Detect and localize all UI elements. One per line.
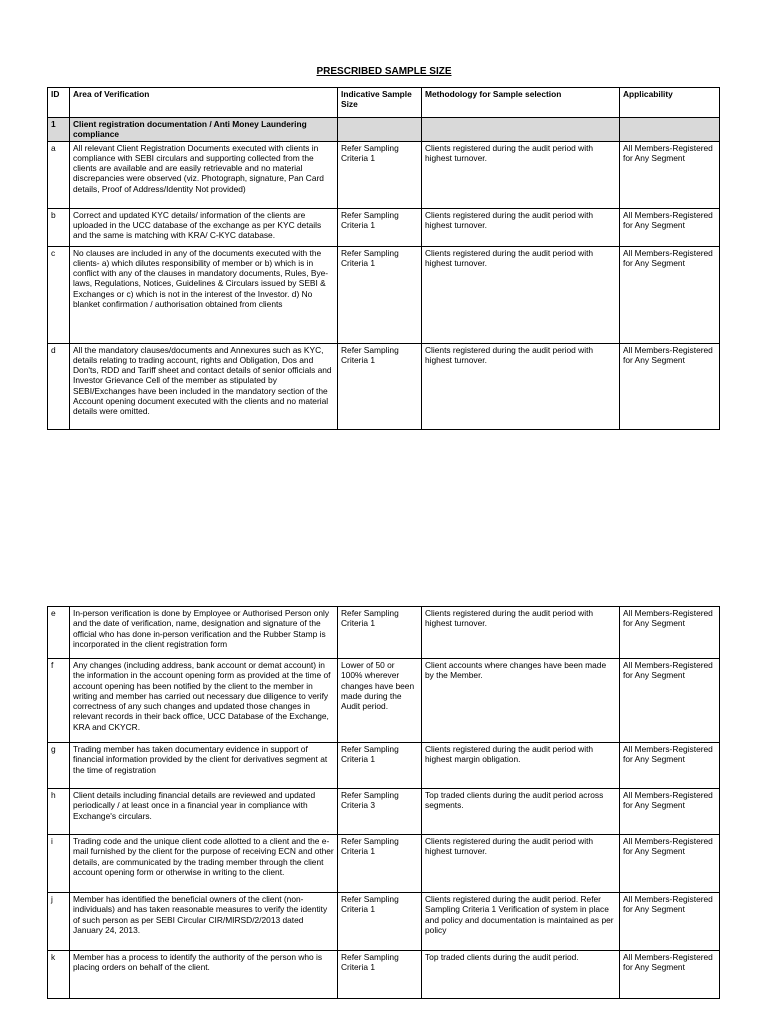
row-methodology: Top traded clients during the audit period.: [422, 951, 620, 999]
row-sample-size: Lower of 50 or 100% wherever changes have been made during the Audit period.: [338, 659, 422, 743]
row-applicability: All Members-Registered for Any Segment: [620, 141, 720, 208]
row-id: b: [48, 208, 70, 246]
table-row: [48, 789, 720, 835]
row-methodology: Clients registered during the audit period with highest turnover.: [422, 208, 620, 246]
row-area: Client details including financial details are reviewed and updated periodically / at least once in a financial year in compliance with Exchange's circulars.: [70, 789, 338, 835]
sample-size-table-continued: [47, 606, 720, 999]
header-applicability: Applicability: [620, 88, 720, 118]
table-row: [48, 141, 720, 208]
row-sample-size: Refer Sampling Criteria 1: [338, 246, 422, 343]
row-id: c: [48, 246, 70, 343]
row-area: All the mandatory clauses/documents and Annexures such as KYC, details relating to trading account, rights and Obligation, Dos and Don'ts, RDD and Tariff sheet and contact details of senior officials and Investor Grievance Cell of the member as stipulated by SEBI/Exchanges have been included in the mandatory section of the Account opening document executed with the clients and no material details were omitted.: [70, 343, 338, 429]
row-methodology: Client accounts where changes have been made by the Member.: [422, 659, 620, 743]
table-row: [48, 208, 720, 246]
row-area: Correct and updated KYC details/ information of the clients are uploaded in the UCC database of the exchange as per KYC details and the same is matching with KRA/ C-KYC database.: [70, 208, 338, 246]
row-applicability: All Members-Registered for Any Segment: [620, 343, 720, 429]
row-applicability: All Members-Registered for Any Segment: [620, 835, 720, 893]
table-row: [48, 659, 720, 743]
page-title: PRESCRIBED SAMPLE SIZE: [316, 66, 452, 77]
row-applicability: All Members-Registered for Any Segment: [620, 893, 720, 951]
row-id: h: [48, 789, 70, 835]
row-methodology: Clients registered during the audit period with highest turnover.: [422, 141, 620, 208]
table-row: [48, 743, 720, 789]
row-methodology: Clients registered during the audit period with highest margin obligation.: [422, 743, 620, 789]
row-methodology: Clients registered during the audit period with highest turnover.: [422, 246, 620, 343]
table-row: [48, 835, 720, 893]
table-row: [48, 951, 720, 999]
row-sample-size: Refer Sampling Criteria 3: [338, 789, 422, 835]
row-sample-size: Refer Sampling Criteria 1: [338, 743, 422, 789]
section-row: [48, 118, 720, 142]
row-sample-size: Refer Sampling Criteria 1: [338, 208, 422, 246]
row-id: j: [48, 893, 70, 951]
row-sample-size: Refer Sampling Criteria 1: [338, 141, 422, 208]
table-row: [48, 246, 720, 343]
row-area: In-person verification is done by Employee or Authorised Person only and the date of verification, name, designation and signature of the official who has done in-person verification and the Rubber Stamp is incorporated in the client registration form: [70, 607, 338, 659]
table-header-row: [48, 88, 720, 118]
row-applicability: All Members-Registered for Any Segment: [620, 246, 720, 343]
section-id: 1: [48, 118, 70, 142]
row-area: All relevant Client Registration Documents executed with clients in compliance with SEBI circulars and supporting collected from the clients are available and are easily retrievable and no material discrepancies were observed (viz. Photograph, signature, Pan Card details, Proof of Address/Identity Not provided): [70, 141, 338, 208]
row-id: g: [48, 743, 70, 789]
header-id: ID: [48, 88, 70, 118]
row-area: Trading code and the unique client code allotted to a client and the e-mail furnished by the client for the purpose of receiving ECN and other details, are communicated by the trading member through the client account opening form or otherwise in writing to the client.: [70, 835, 338, 893]
table-row: [48, 343, 720, 429]
row-id: e: [48, 607, 70, 659]
row-applicability: All Members-Registered for Any Segment: [620, 743, 720, 789]
row-sample-size: Refer Sampling Criteria 1: [338, 607, 422, 659]
row-sample-size: Refer Sampling Criteria 1: [338, 951, 422, 999]
header-methodology: Methodology for Sample selection: [422, 88, 620, 118]
row-id: d: [48, 343, 70, 429]
row-id: k: [48, 951, 70, 999]
row-applicability: All Members-Registered for Any Segment: [620, 789, 720, 835]
row-id: i: [48, 835, 70, 893]
row-applicability: All Members-Registered for Any Segment: [620, 951, 720, 999]
row-methodology: Clients registered during the audit period with highest turnover.: [422, 607, 620, 659]
row-applicability: All Members-Registered for Any Segment: [620, 607, 720, 659]
header-area: Area of Verification: [70, 88, 338, 118]
row-sample-size: Refer Sampling Criteria 1: [338, 835, 422, 893]
row-methodology: Top traded clients during the audit period across segments.: [422, 789, 620, 835]
row-area: Trading member has taken documentary evidence in support of financial information provided by the client for derivatives segment at the time of registration: [70, 743, 338, 789]
row-sample-size: Refer Sampling Criteria 1: [338, 893, 422, 951]
row-area: Any changes (including address, bank account or demat account) in the information in the account opening form as provided at the time of account opening has been notified by the client to the member in writing and member has carried out necessary due diligence to verify correctness of any such changes and updated those changes in relevant records in their back office, UCC Database of the Exchange, KRA and CKYCR.: [70, 659, 338, 743]
row-applicability: All Members-Registered for Any Segment: [620, 659, 720, 743]
row-applicability: All Members-Registered for Any Segment: [620, 208, 720, 246]
row-methodology: Clients registered during the audit period with highest turnover.: [422, 835, 620, 893]
row-id: a: [48, 141, 70, 208]
table-row: [48, 607, 720, 659]
row-methodology: Clients registered during the audit period with highest turnover.: [422, 343, 620, 429]
sample-size-table: [47, 87, 720, 430]
row-methodology: Clients registered during the audit period. Refer Sampling Criteria 1 Verification of system in place and policy and documentation is maintained as per policy: [422, 893, 620, 951]
row-area: Member has a process to identify the authority of the person who is placing orders on behalf of the client.: [70, 951, 338, 999]
section-title: Client registration documentation / Anti Money Laundering compliance: [70, 118, 338, 142]
table-row: [48, 893, 720, 951]
header-sample-size: Indicative Sample Size: [338, 88, 422, 118]
row-sample-size: Refer Sampling Criteria 1: [338, 343, 422, 429]
row-id: f: [48, 659, 70, 743]
row-area: No clauses are included in any of the documents executed with the clients- a) which dilutes responsibility of member or b) which is in conflict with any of the clauses in mandatory documents, Rules, Bye-laws, Regulations, Notices, Guidelines & Circulars issued by SEBI & Exchanges or c) which is not in the interest of the Investor. d) No blanket confirmation / authorisation obtained from clients: [70, 246, 338, 343]
row-area: Member has identified the beneficial owners of the client (non-individuals) and has taken reasonable measures to verify the identity of such person as per SEBI Circular CIR/MIRSD/2/2013 dated January 24, 2013.: [70, 893, 338, 951]
